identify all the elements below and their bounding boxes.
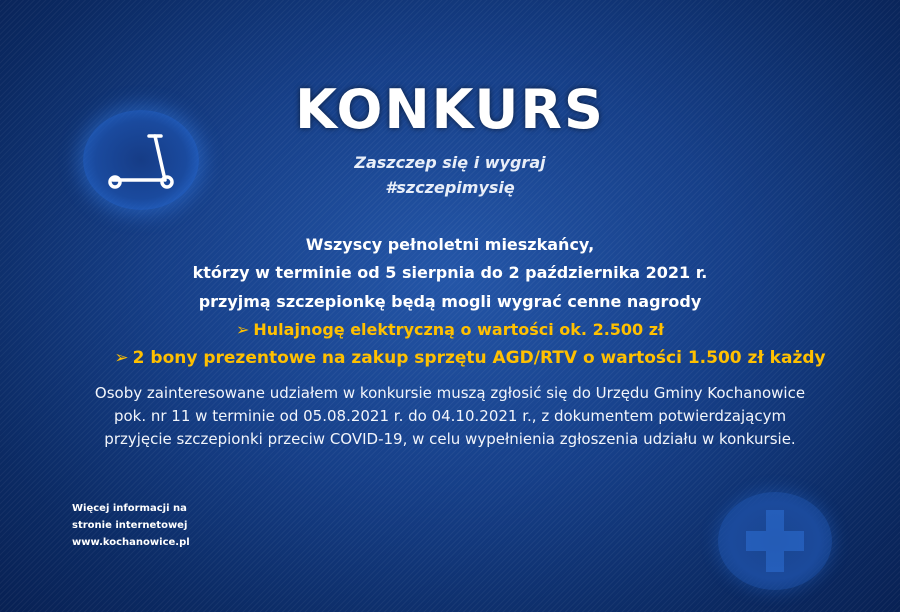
info-line: pok. nr 11 w terminie od 05.08.2021 r. do 04.10.2021 r., z dokumentem potwierdzającym (113, 407, 787, 425)
medical-cross-icon (742, 506, 808, 576)
subtitle: Zaszczep się i wygraj (354, 153, 546, 172)
prize-item (0, 320, 900, 339)
prize-text: 2 bony prezentowe na zakup sprzętu AGD/RTV o wartości 1.500 zł każdy (132, 348, 826, 368)
prize-item (20, 348, 900, 368)
arrow-bullet-icon: ➢ (114, 348, 129, 368)
footer-line: stronie internetowej (72, 520, 188, 531)
arrow-bullet-icon: ➢ (235, 320, 250, 339)
footer-line: Więcej informacji na (72, 503, 187, 514)
announcement-line: Wszyscy pełnoletni mieszkańcy, (305, 235, 595, 254)
info-line: Osoby zainteresowane udziałem w konkursie muszą zgłosić się do Urzędu Gminy Kochanowice (94, 384, 806, 402)
hashtag: #szczepimysię (385, 178, 515, 197)
footer-info (72, 500, 190, 551)
announcement-line: przyjmą szczepionkę będą mogli wygrać cenne nagrody (198, 292, 702, 311)
website-link[interactable]: www.kochanowice.pl (72, 537, 190, 548)
info-line: przyjęcie szczepionki przeciw COVID-19, w celu wypełnienia zgłoszenia udziału w konkursie. (104, 430, 796, 448)
page-title: KONKURS (295, 78, 605, 141)
cross-badge (718, 492, 832, 590)
prize-text: Hulajnogę elektryczną o wartości ok. 2.500 zł (253, 320, 664, 339)
announcement-line: którzy w terminie od 5 sierpnia do 2 października 2021 r. (192, 263, 708, 282)
